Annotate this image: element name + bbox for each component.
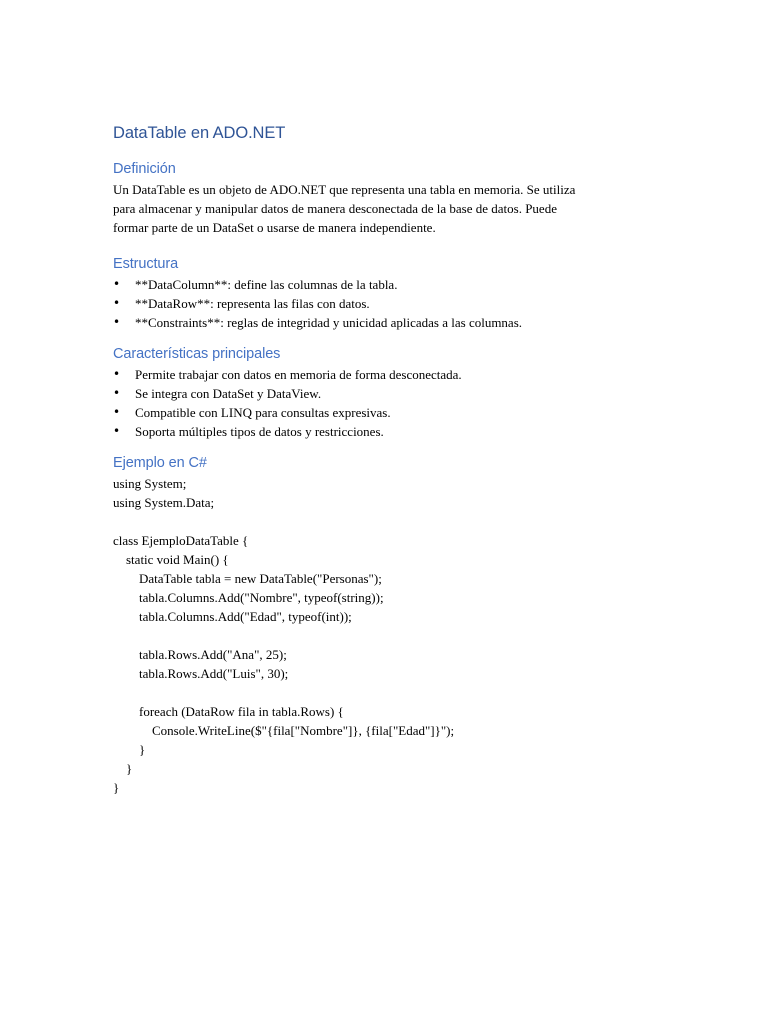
- list-item: [113, 275, 728, 294]
- code-line: using System;: [113, 475, 187, 491]
- bullet-icon: •: [113, 366, 121, 381]
- bullet-icon: •: [113, 423, 121, 438]
- list-item-text: **Constraints**: reglas de integridad y unicidad aplicadas a las columnas.: [135, 314, 523, 330]
- list-item: [113, 294, 728, 313]
- definicion-paragraph: [113, 180, 728, 238]
- code-line: foreach (DataRow fila in tabla.Rows) {: [113, 703, 344, 719]
- code-line: Console.WriteLine($"{fila["Nombre"]}, {fila["Edad"]}");: [113, 722, 455, 738]
- caracteristicas-list: [113, 365, 728, 441]
- bullet-icon: •: [113, 314, 121, 329]
- code-line: static void Main() {: [113, 551, 229, 567]
- code-line: tabla.Rows.Add("Ana", 25);: [113, 646, 287, 662]
- code-line: using System.Data;: [113, 494, 215, 510]
- definicion-line: para almacenar y manipular datos de manera desconectada de la base de datos. Puede: [113, 201, 557, 217]
- bullet-icon: •: [113, 276, 121, 291]
- bullet-icon: •: [113, 385, 121, 400]
- code-line: [113, 683, 728, 702]
- list-item-text: Permite trabajar con datos en memoria de forma desconectada.: [135, 366, 462, 382]
- list-item: [113, 403, 728, 422]
- definicion-line: Un DataTable es un objeto de ADO.NET que representa una tabla en memoria. Se utiliza: [113, 182, 576, 197]
- definicion-line: formar parte de un DataSet o usarse de manera independiente.: [113, 220, 436, 236]
- list-item-text: Se integra con DataSet y DataView.: [135, 385, 322, 401]
- heading-definicion: Definición: [113, 161, 176, 177]
- document-title: DataTable en ADO.NET: [113, 124, 286, 142]
- code-line: tabla.Columns.Add("Edad", typeof(int));: [113, 608, 352, 624]
- code-line: tabla.Columns.Add("Nombre", typeof(string));: [113, 589, 384, 605]
- bullet-icon: •: [113, 295, 121, 310]
- bullet-icon: •: [113, 404, 121, 419]
- code-block: [113, 474, 728, 797]
- estructura-list: [113, 275, 728, 332]
- list-item: [113, 422, 728, 441]
- list-item-text: Compatible con LINQ para consultas expresivas.: [135, 404, 391, 420]
- list-item: [113, 365, 728, 384]
- list-item: [113, 313, 728, 332]
- list-item-text: **DataRow**: representa las filas con datos.: [135, 295, 370, 311]
- list-item: [113, 384, 728, 403]
- code-line: [113, 626, 728, 645]
- code-line: DataTable tabla = new DataTable("Personas");: [113, 570, 382, 586]
- list-item-text: Soporta múltiples tipos de datos y restricciones.: [135, 423, 384, 439]
- code-line: }: [113, 779, 120, 795]
- code-line: }: [113, 741, 146, 757]
- code-line: }: [113, 760, 133, 776]
- heading-ejemplo: Ejemplo en C#: [113, 454, 207, 471]
- code-line: [113, 512, 728, 531]
- heading-estructura: Estructura: [113, 255, 179, 272]
- list-item-text: **DataColumn**: define las columnas de la tabla.: [135, 276, 398, 292]
- code-line: class EjemploDataTable {: [113, 532, 249, 548]
- code-line: tabla.Rows.Add("Luis", 30);: [113, 665, 289, 681]
- heading-caracteristicas: Características principales: [113, 345, 281, 362]
